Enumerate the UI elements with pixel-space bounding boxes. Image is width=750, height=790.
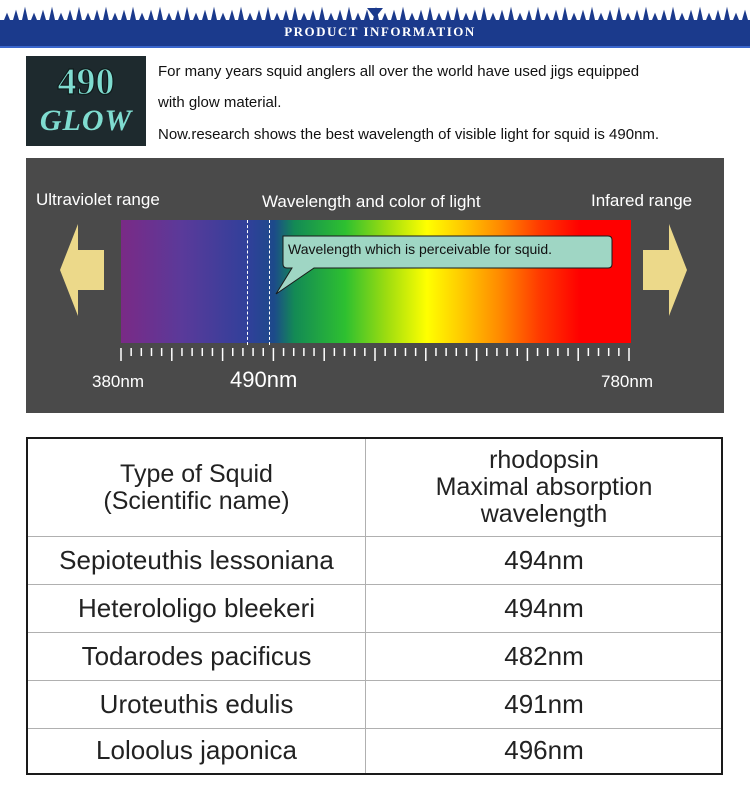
banner-ray <box>238 7 244 20</box>
chevron-down-icon <box>367 8 383 18</box>
table-row <box>28 536 721 585</box>
banner-ray <box>22 7 28 20</box>
banner-ray <box>355 13 361 20</box>
intro-line-2: with glow material. <box>158 94 282 111</box>
table-row <box>28 680 721 729</box>
banner-ray <box>121 10 127 20</box>
banner-ray <box>67 10 73 20</box>
ultraviolet-label: Ultraviolet range <box>36 190 160 209</box>
banner-ray <box>688 10 694 20</box>
banner-ray <box>697 7 703 20</box>
banner-ray <box>130 7 136 20</box>
banner-ray <box>184 7 190 20</box>
banner-ray <box>445 10 451 20</box>
banner-ray <box>112 13 118 20</box>
banner-ray <box>220 13 226 20</box>
banner-ray <box>85 13 91 20</box>
banner-ray <box>454 7 460 20</box>
banner-ray <box>580 10 586 20</box>
banner-ray <box>274 13 280 20</box>
banner-ray <box>661 10 667 20</box>
banner-ray <box>139 13 145 20</box>
banner-ray <box>526 10 532 20</box>
logo-number: 490 <box>57 61 115 103</box>
banner-ray <box>463 13 469 20</box>
table-row <box>28 584 721 633</box>
squid-rhodopsin-table <box>26 437 723 775</box>
intro-line-1: For many years squid anglers all over the world have used jigs equipped <box>158 63 640 80</box>
banner-ray <box>724 7 730 20</box>
banner-ray <box>616 7 622 20</box>
banner-ray <box>229 10 235 20</box>
banner-ray <box>472 10 478 20</box>
scale-start-label: 380nm <box>92 372 144 391</box>
banner-ray <box>319 7 325 20</box>
table-header-row <box>28 439 721 537</box>
infrared-label: Infared range <box>591 191 693 210</box>
banner-ray <box>157 7 163 20</box>
banner-ray <box>508 7 514 20</box>
banner-ray <box>103 7 109 20</box>
banner-ray <box>166 13 172 20</box>
banner-ray <box>625 13 631 20</box>
scale-marker-label: 490nm <box>230 367 298 392</box>
logo-word: GLOW <box>39 104 133 137</box>
banner-ray <box>256 10 262 20</box>
banner-ray <box>76 7 82 20</box>
header-wavelength-line-2: Maximal absorption <box>435 473 653 501</box>
wavelength-cell: 496nm <box>365 728 722 773</box>
banner-ray <box>733 13 739 20</box>
banner-ray <box>400 7 406 20</box>
banner-ray <box>490 13 496 20</box>
banner-ray <box>706 13 712 20</box>
banner-ray <box>517 13 523 20</box>
banner-ray <box>310 10 316 20</box>
banner-ray <box>409 13 415 20</box>
banner-ray <box>715 10 721 20</box>
header-banner <box>0 0 750 48</box>
banner-ray <box>544 13 550 20</box>
banner-ray <box>31 13 37 20</box>
species-cell: Sepioteuthis lessoniana <box>59 544 334 575</box>
banner-ray <box>193 13 199 20</box>
banner-ray <box>202 10 208 20</box>
banner-ray <box>40 10 46 20</box>
banner-ray <box>346 7 352 20</box>
banner-ray <box>391 10 397 20</box>
header-species-line-2: (Scientific name) <box>103 486 290 515</box>
header-wavelength <box>365 439 722 536</box>
banner-ray <box>382 13 388 20</box>
species-cell: Loloolus japonica <box>96 735 297 765</box>
banner-ray <box>499 10 505 20</box>
banner-ray <box>337 10 343 20</box>
banner-ray <box>427 7 433 20</box>
banner-title: PRODUCT INFORMATION <box>284 24 476 39</box>
banner-ray <box>301 13 307 20</box>
table-row <box>28 728 721 773</box>
banner-ray <box>247 13 253 20</box>
banner-ray <box>4 13 10 20</box>
banner-ray <box>742 10 748 20</box>
banner-ray <box>292 7 298 20</box>
species-cell: Todarodes pacificus <box>81 640 312 671</box>
header-wavelength-line-3: wavelength <box>480 500 608 528</box>
header-species-line-1: Type of Squid <box>120 459 273 488</box>
banner-ray <box>679 13 685 20</box>
banner-ray <box>211 7 217 20</box>
banner-ray <box>364 10 370 20</box>
banner-ray <box>49 7 55 20</box>
glow-490-logo <box>26 56 146 146</box>
banner-ray <box>670 7 676 20</box>
wavelength-cell: 482nm <box>365 632 722 680</box>
wavelength-cell: 494nm <box>365 584 722 632</box>
banner-ray <box>553 10 559 20</box>
wavelength-cell: 494nm <box>365 536 722 584</box>
species-cell: Uroteuthis edulis <box>99 688 294 719</box>
banner-ray <box>598 13 604 20</box>
banner-ray <box>607 10 613 20</box>
spectrum-panel <box>26 158 724 413</box>
banner-ray <box>148 10 154 20</box>
banner-ray <box>643 7 649 20</box>
banner-ray <box>94 10 100 20</box>
intro-line-3: Now.research shows the best wavelength of visible light for squid is 490nm. <box>158 126 660 143</box>
banner-ray <box>58 13 64 20</box>
header-wavelength-line-1: rhodopsin <box>489 446 599 474</box>
banner-ray <box>436 13 442 20</box>
wavelength-cell: 491nm <box>365 680 722 728</box>
banner-ray <box>418 10 424 20</box>
banner-ray <box>634 10 640 20</box>
banner-ray <box>481 7 487 20</box>
header-species <box>28 439 365 536</box>
species-cell: Heterololigo bleekeri <box>77 592 316 623</box>
banner-ray <box>652 13 658 20</box>
banner-ray <box>13 10 19 20</box>
scale-end-label: 780nm <box>601 372 653 391</box>
banner-ray <box>265 7 271 20</box>
banner-ray <box>328 13 334 20</box>
banner-ray <box>589 7 595 20</box>
table-row <box>28 632 721 681</box>
wavelength-color-label: Wavelength and color of light <box>262 192 481 211</box>
banner-ray <box>175 10 181 20</box>
banner-ray <box>535 7 541 20</box>
banner-ray <box>562 7 568 20</box>
callout-text: Wavelength which is perceivable for squid. <box>288 241 553 257</box>
banner-ray <box>283 10 289 20</box>
banner-ray <box>571 13 577 20</box>
